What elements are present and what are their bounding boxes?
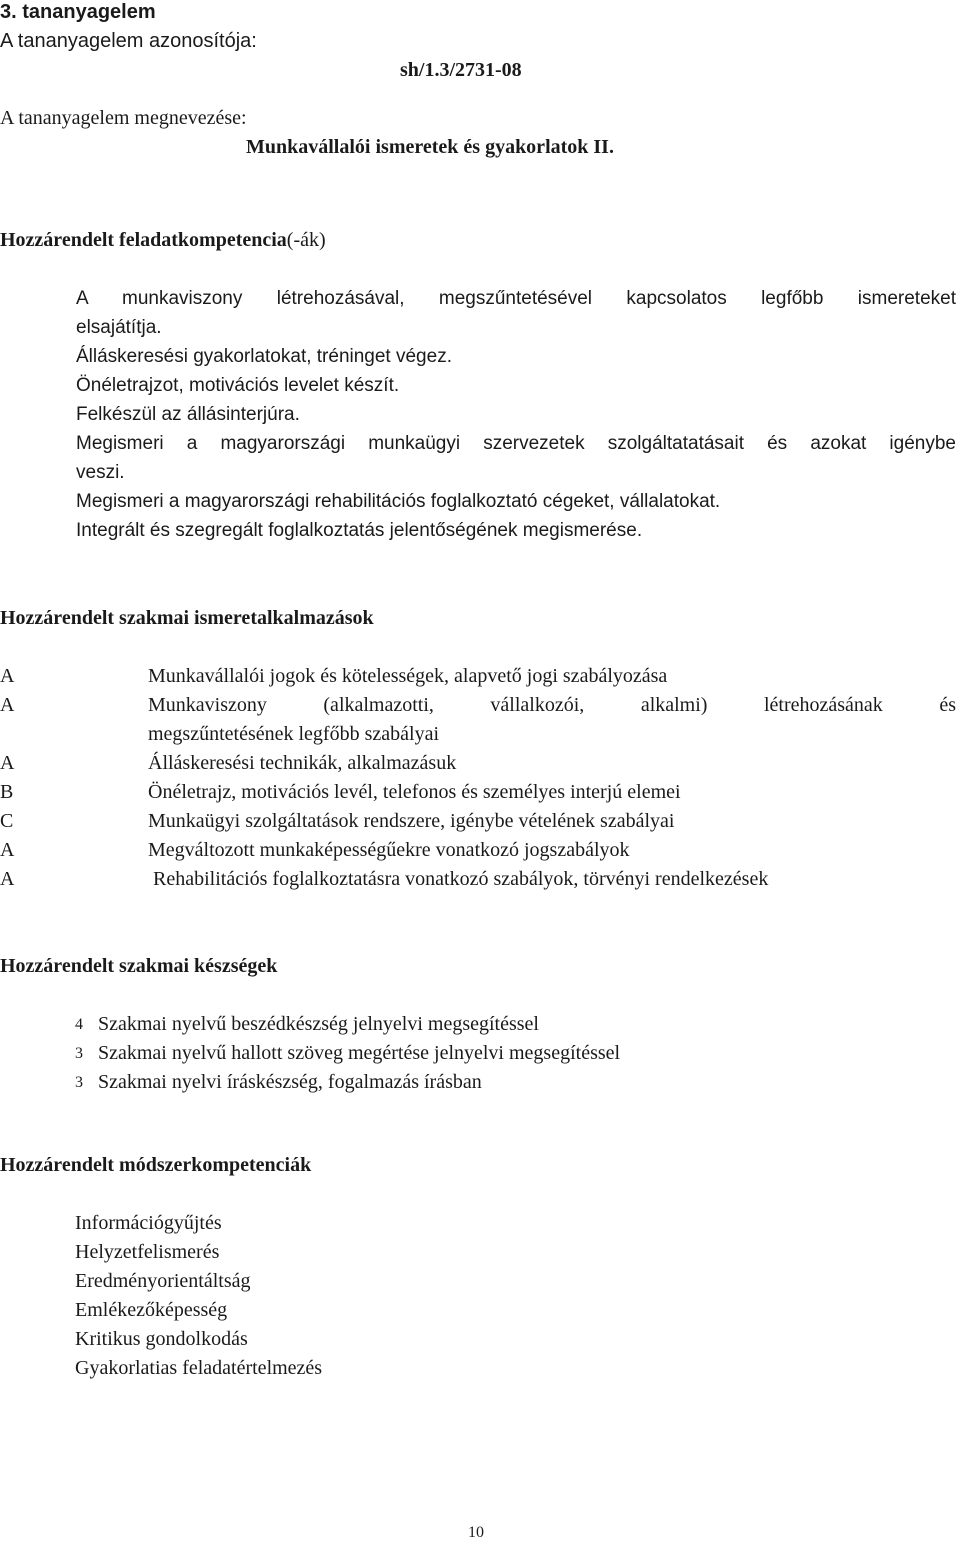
knowledge-text: Rehabilitációs foglalkoztatásra vonatkozó szabályok, törvényi rendelkezések [148,868,769,890]
skill-text: Szakmai nyelvű hallott szöveg megértése jelnyelvi megsegítéssel [98,1042,621,1064]
knowledge-code: A [0,868,15,890]
skill-text: Szakmai nyelvű beszédkészség jelnyelvi megsegítéssel [98,1013,539,1035]
page-number: 10 [468,1524,484,1541]
knowledge-item [0,691,960,749]
skills-list [0,1010,960,1098]
competency-item-5-line2: veszi. [76,462,125,483]
section-title: 3. tananyagelem [0,1,156,23]
knowledge-code: B [0,781,14,803]
method-item: Gyakorlatias feladatértelmezés [75,1357,323,1379]
knowledge-item [0,778,960,807]
competency-item-6: Megismeri a magyarországi rehabilitációs foglalkoztató cégeket, vállalatokat. [76,491,721,512]
knowledge-text: Megváltozott munkaképességűekre vonatkozó jogszabályok [148,839,630,861]
knowledge-list [0,662,960,890]
knowledge-code: A [0,694,15,716]
method-item: Helyzetfelismerés [75,1241,220,1263]
skill-item [0,1039,960,1068]
skill-item [0,1068,960,1097]
knowledge-item [0,807,960,836]
competency-item-4: Felkészül az állásinterjúra. [76,404,300,425]
skill-text: Szakmai nyelvi íráskészség, fogalmazás írásban [98,1071,482,1093]
knowledge-item [0,865,960,894]
skill-level: 4 [75,1016,83,1033]
competencies-heading-bold: Hozzárendelt feladatkompetencia [0,229,287,251]
competency-item-7: Integrált és szegregált foglalkoztatás jelentőségének megismerése. [76,520,643,541]
competency-item-2: Álláskeresési gyakorlatokat, tréninget végez. [76,346,452,367]
knowledge-item [0,836,960,865]
knowledge-text: Álláskeresési technikák, alkalmazásuk [148,752,457,774]
skill-item [0,1010,960,1039]
methods-heading: Hozzárendelt módszerkompetenciák [0,1154,312,1176]
method-item: Kritikus gondolkodás [75,1328,248,1350]
method-item: Eredményorientáltság [75,1270,251,1292]
competency-item-5-line1: Megismeri a magyarországi munkaügyi szervezetek szolgáltatatásait és azokat igénybe [76,433,956,454]
name-value: Munkavállalói ismeretek és gyakorlatok II. [246,136,614,158]
knowledge-text: Munkaviszony (alkalmazotti, vállalkozói, alkalmi) létrehozásának és [148,694,956,716]
knowledge-code: A [0,752,15,774]
knowledge-text: Munkavállalói jogok és kötelességek, alapvető jogi szabályozása [148,665,668,687]
knowledge-text: Munkaügyi szolgáltatások rendszere, igénybe vételének szabályai [148,810,675,832]
method-item: Emlékezőképesség [75,1299,228,1321]
skill-level: 3 [75,1074,83,1091]
competencies-heading [0,226,326,255]
knowledge-heading: Hozzárendelt szakmai ismeretalkalmazások [0,607,374,629]
knowledge-text-cont: megszűntetésének legfőbb szabályai [148,723,439,745]
method-item: Információgyűjtés [75,1212,222,1234]
knowledge-code: A [0,665,15,687]
knowledge-text: Önéletrajz, motivációs levél, telefonos és személyes interjú elemei [148,781,681,803]
competency-item-3: Önéletrajzot, motivációs levelet készít. [76,375,400,396]
id-value: sh/1.3/2731-08 [400,59,522,81]
skills-heading: Hozzárendelt szakmai készségek [0,955,278,977]
competencies-heading-suffix: (-ák) [286,229,326,251]
name-label: A tananyagelem megnevezése: [0,107,247,129]
knowledge-code: A [0,839,15,861]
knowledge-item [0,662,960,691]
competency-item-1-line2: elsajátítja. [76,317,162,338]
id-label: A tananyagelem azonosítója: [0,30,257,52]
knowledge-code: C [0,810,14,832]
competency-item-1-line1: A munkaviszony létrehozásával, megszűntetésével kapcsolatos legfőbb ismereteket [76,288,956,309]
skill-level: 3 [75,1045,83,1062]
knowledge-item [0,749,960,778]
